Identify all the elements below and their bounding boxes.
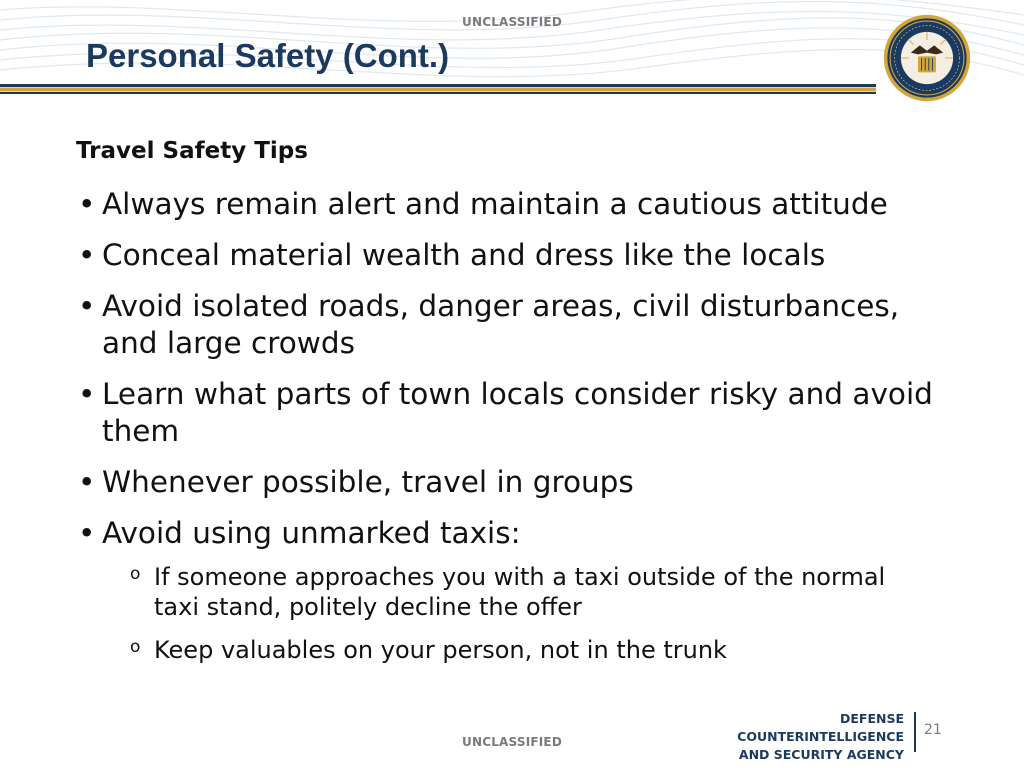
bullet-text: Learn what parts of town locals consider risky and avoid them [102, 377, 933, 448]
slide-title: Personal Safety (Cont.) [86, 37, 450, 74]
list-item [76, 515, 936, 665]
list-item [76, 237, 936, 274]
agency-wordmark [737, 710, 904, 764]
bullet-list [76, 186, 936, 679]
list-item [76, 376, 936, 450]
sub-list-item [130, 635, 936, 665]
bullet-text: Always remain alert and maintain a cautious attitude [102, 187, 888, 221]
classification-banner-bottom: UNCLASSIFIED [462, 735, 562, 749]
sub-bullet-text: Keep valuables on your person, not in the trunk [154, 636, 727, 664]
bullet-text: Conceal material wealth and dress like the locals [102, 238, 826, 272]
agency-line: AND SECURITY AGENCY [738, 747, 904, 762]
section-heading: Travel Safety Tips [76, 138, 308, 164]
bullet-dot-icon: • [78, 516, 96, 550]
dcsa-seal-icon [882, 13, 972, 103]
bullet-dot-icon: • [78, 187, 96, 221]
bullet-dot-icon: • [78, 238, 96, 272]
hollow-circle-bullet-icon: o [130, 637, 141, 657]
agency-line: COUNTERINTELLIGENCE [737, 729, 904, 744]
sub-bullet-list [102, 562, 936, 665]
hollow-circle-bullet-icon: o [130, 564, 141, 584]
agency-line: DEFENSE [840, 711, 904, 726]
bullet-text: Whenever possible, travel in groups [102, 465, 634, 499]
bullet-text: Avoid isolated roads, danger areas, civil disturbances, and large crowds [102, 289, 900, 360]
bullet-dot-icon: • [78, 465, 96, 499]
bullet-dot-icon: • [78, 377, 96, 411]
title-underline-rule [0, 84, 876, 96]
sub-bullet-text: If someone approaches you with a taxi outside of the normal taxi stand, politely decline the offer [154, 563, 886, 621]
bullet-dot-icon: • [78, 289, 96, 323]
bullet-text: Avoid using unmarked taxis: [102, 516, 521, 550]
list-item [76, 288, 936, 362]
sub-list-item [130, 562, 936, 622]
slide-number: 21 [924, 722, 942, 738]
classification-banner-top: UNCLASSIFIED [462, 15, 562, 29]
list-item [76, 186, 936, 223]
footer-divider [914, 712, 916, 752]
list-item [76, 464, 936, 501]
